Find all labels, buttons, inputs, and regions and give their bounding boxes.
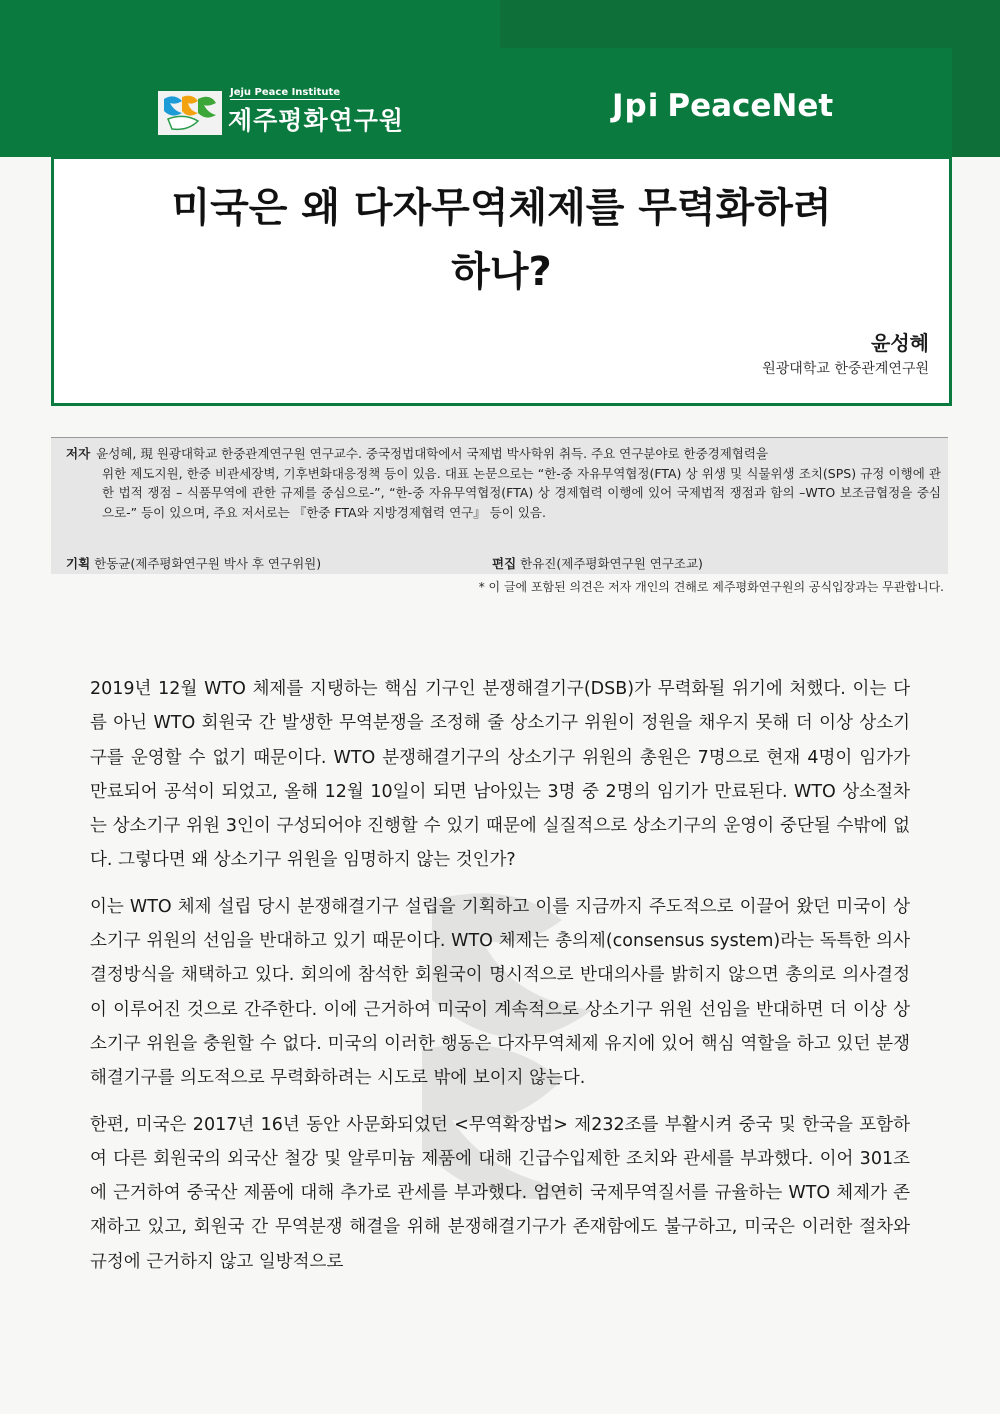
page-title — [54, 176, 949, 304]
edit-label: 편집 — [492, 556, 517, 571]
peacenet-brand — [612, 88, 833, 124]
author-bio-line-1: 윤성혜, 現 원광대학교 한중관계연구원 연구교수. 중국정법대학에서 국제법 박사학위 취득. 주요 연구분야로 한중경제협력을 — [96, 446, 769, 461]
article-body — [90, 672, 910, 1291]
editor-credit — [492, 554, 703, 572]
paragraph-3: 한편, 미국은 2017년 16년 동안 사문화되었던 <무역확장법> 제232조를 부활시켜 중국 및 한국을 포함하여 다른 회원국의 외국산 철강 및 알루미늄 제품에 대해 긴급수입제한 조치와 관세를 부과했다. 이어 301조에 근거하여 중국산 제품에 대해 추가로 관세를 부과했다. 엄연히 국제무역질서를 규율하는 WTO 체제가 존재하고 있고, 회원국 간 무역분쟁 해결을 위해 분쟁해결기구가 존재함에도 불구하고, 미국은 이러한 절차와 규정에 근거하지 않고 일방적으로 — [90, 1114, 910, 1272]
author-name: 윤성혜 — [871, 331, 929, 355]
author-label: 저자 — [66, 446, 91, 461]
page-title-line-2: 하나? — [451, 249, 552, 295]
paragraph-2: 이는 WTO 체제 설립 당시 분쟁해결기구 설립을 기획하고 이를 지금까지 주도적으로 이끌어 왔던 미국이 상소기구 위원의 선임을 반대하고 있기 때문이다. WTO 체제는 총의제(consensus system)라는 독특한 의사결정방식을 채택하고 있다. 회의에 참석한 회원국이 명시적으로 반대의사를 밝히지 않으면 총의로 의사결정이 이루어진 것으로 간주한다. 이에 근거하여 미국이 계속적으로 상소기구 위원 선임을 반대하면 더 이상 상소기구 위원을 충원할 수 없다. 미국의 이러한 행동은 다자무역체제 유지에 있어 핵심 역할을 하고 있던 분쟁해결기구를 의도적으로 무력화하려는 시도로 밖에 보이지 않는다. — [90, 896, 910, 1089]
institute-english-name: Jeju Peace Institute — [230, 87, 341, 98]
peacenet-brand-text: PeaceNet — [667, 88, 834, 124]
jeju-peace-institute-logo-icon — [158, 91, 222, 135]
jpi-brand-text: Jpi — [612, 88, 660, 124]
edit-value: 한유진(제주평화연구원 연구조교) — [520, 556, 703, 571]
page-title-line-1: 미국은 왜 다자무역체제를 무력화하려 — [171, 185, 832, 231]
logo-bar — [54, 51, 949, 159]
title-box — [51, 48, 952, 406]
plan-value: 한동균(제주평화연구원 박사 후 연구위원) — [94, 556, 322, 571]
institute-korean-name: 제주평화연구원 — [228, 106, 405, 135]
author-info-box — [51, 437, 948, 574]
author-affiliation: 원광대학교 한중관계연구원 — [762, 361, 929, 377]
plan-label: 기획 — [66, 556, 91, 571]
disclaimer: * 이 글에 포함된 의견은 저자 개인의 견해로 제주평화연구원의 공식입장과는 무관합니다. — [478, 580, 944, 594]
planner-credit — [66, 554, 321, 572]
paragraph-1: 2019년 12월 WTO 체제를 지탱하는 핵심 기구인 분쟁해결기구(DSB)가 무력화될 위기에 처했다. 이는 다름 아닌 WTO 회원국 간 발생한 무역분쟁을 조정해 줄 상소기구 위원이 정원을 채우지 못해 더 이상 상소기구를 운영할 수 없기 때문이다. WTO 분쟁해결기구의 상소기구 위원의 총원은 7명으로 현재 4명이 임가가 만료되어 공석이 되었고, 올해 12월 10일이 되면 남아있는 3명 중 2명의 임기가 만료된다. WTO 상소절차는 상소기구 위원 3인이 구성되어야 진행할 수 있기 때문에 실질적으로 상소기구의 운영이 중단될 수밖에 없다. 그렇다면 왜 상소기구 위원을 임명하지 않는 것인가? — [90, 679, 910, 871]
author-bio-rest: 위한 제도지원, 한중 비관세장벽, 기후변화대응정책 등이 있음. 대표 논문으로는 “한-중 자유무역협정(FTA) 상 위생 및 식물위생 조치(SPS) 규정 이행에 관한 법적 쟁점 – 식품무역에 관한 규제를 중심으로-”, “한-중 자유무역협정(FTA) 상 경제협력 이행에 있어 국제법적 쟁점과 함의 –WTO 보조금협정을 중심으로-” 등이 있으며, 주요 저서로는 『한중 FTA와 지방경제협력 연구』 등이 있음. — [102, 465, 941, 520]
author-bio — [66, 444, 941, 522]
